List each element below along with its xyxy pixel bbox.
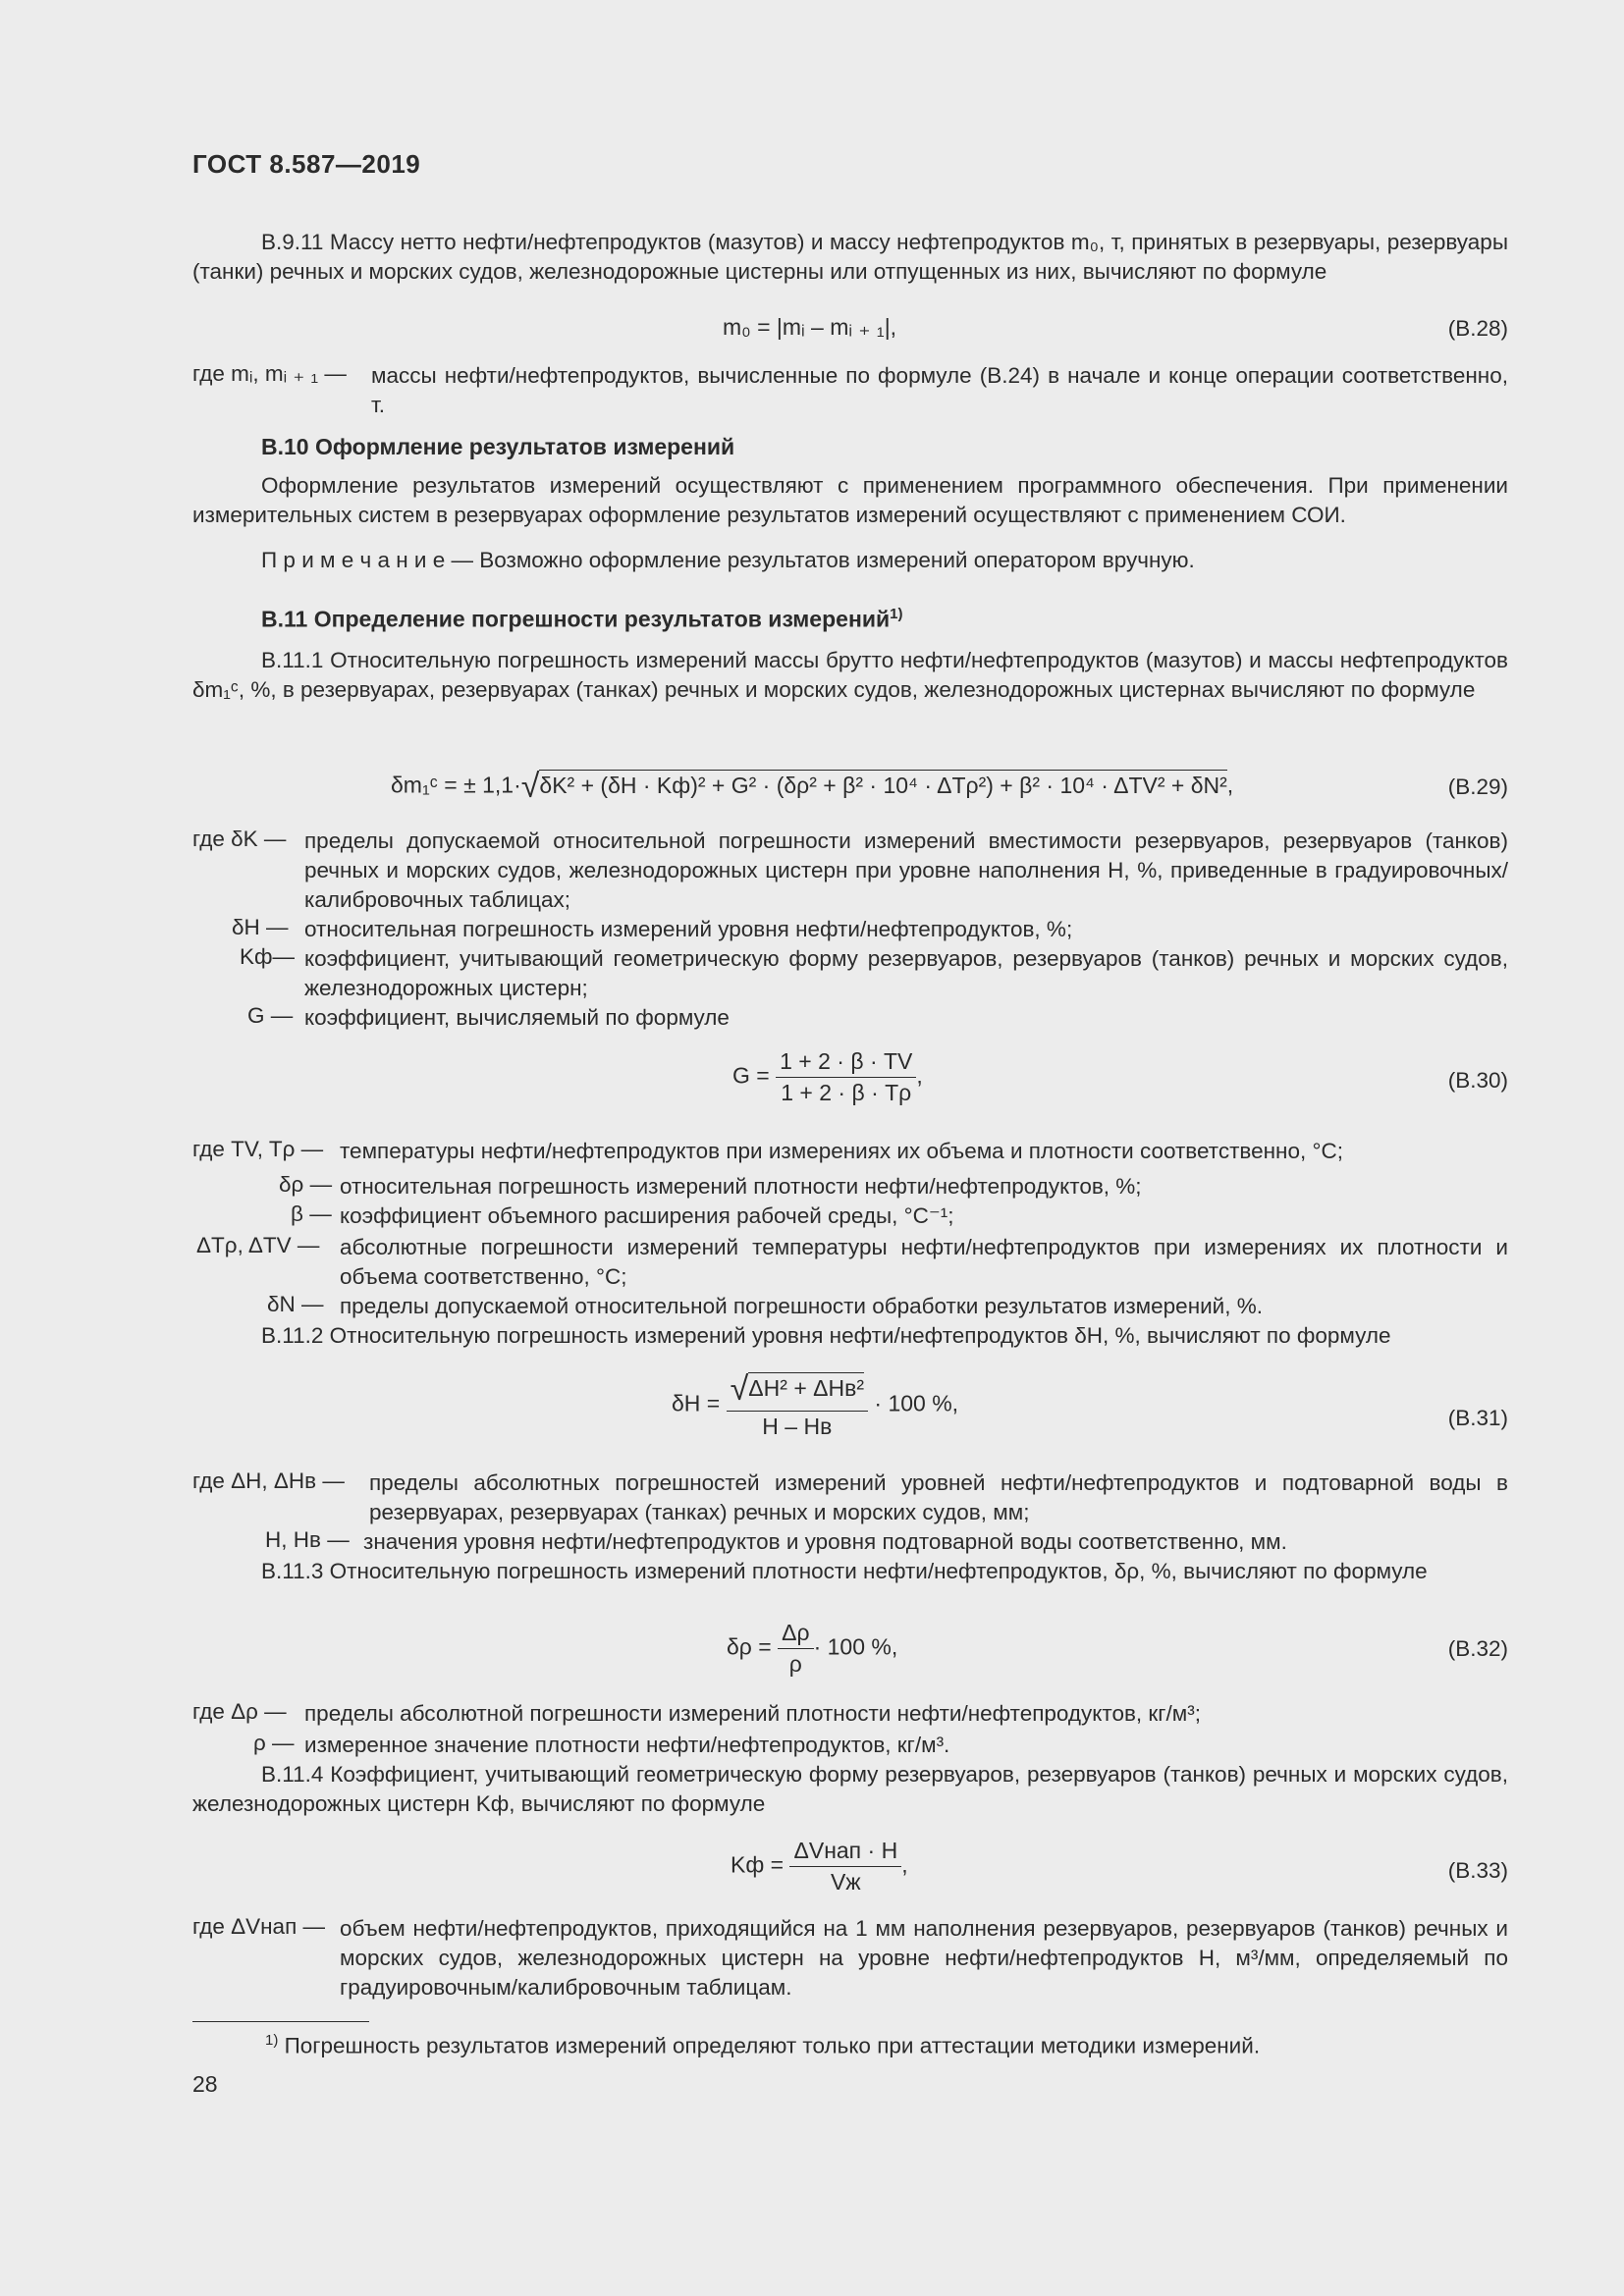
paragraph-b9-11: В.9.11 Массу нетто нефти/нефтепродуктов (мазутов) и массу нефтепродуктов m₀, т, принятых в резервуары, резервуары (танки) речных и морских судов, железнодорожные цистерны или отпущенных из них, вычисляют по формуле — [192, 230, 1508, 284]
fraction — [789, 1838, 901, 1896]
formula-tail: , — [916, 1062, 923, 1089]
equation-number-b33: (В.33) — [1447, 1858, 1508, 1883]
equation-number-b28: (В.28) — [1447, 316, 1508, 341]
footnote-separator — [192, 2021, 369, 2022]
where-description: коэффициент, вычисляемый по формуле — [304, 1005, 730, 1030]
paragraph-b11-3: В.11.3 Относительную погрешность измерений плотности нефти/нефтепродуктов, δρ, %, вычисляют по формуле — [261, 1559, 1428, 1583]
fraction — [776, 1048, 916, 1106]
formula-tail: , — [901, 1851, 908, 1878]
equation-number-b31: (В.31) — [1447, 1406, 1508, 1430]
paragraph-b11-1: В.11.1 Относительную погрешность измерений массы брутто нефти/нефтепродуктов (мазутов) и массы нефтепродуктов δm₁ᶜ, %, в резервуарах, резервуарах (танках) речных и морских судов, железнодорожных цистернах вычисляют по формуле — [192, 648, 1508, 702]
denominator: Vж — [830, 1869, 861, 1895]
where-symbol: где Δρ — — [192, 1699, 287, 1724]
section-heading-b10: В.10 Оформление результатов измерений — [261, 434, 735, 459]
equation-number-b30: (В.30) — [1447, 1068, 1508, 1093]
formula-lhs: δm₁ᶜ = ± 1,1· — [391, 772, 521, 798]
where-symbol: δρ — — [279, 1172, 333, 1197]
formula-b32 — [727, 1620, 897, 1678]
where-description: абсолютные погрешности измерений температуры нефти/нефтепродуктов при измерениях их плотности и объема соответственно, °С; — [340, 1235, 1508, 1289]
numerator — [727, 1370, 868, 1412]
equation-number-b32: (В.32) — [1447, 1636, 1508, 1661]
where-symbol: Kф— — [240, 944, 296, 969]
formula-tail: · 100 %, — [874, 1390, 959, 1416]
formula-b28: m₀ = |mᵢ – mᵢ ₊ ₁|, — [723, 314, 897, 340]
paragraph-b11-2: В.11.2 Относительную погрешность измерений уровня нефти/нефтепродуктов δH, %, вычисляют по формуле — [261, 1323, 1391, 1348]
section-heading-text: В.11 Определение погрешности результатов измерений — [261, 606, 891, 632]
where-symbol: H, Hв — — [265, 1527, 350, 1552]
numerator: ΔVнап · H — [789, 1838, 901, 1867]
formula-lhs: G = — [732, 1062, 770, 1089]
where-symbol: где mᵢ, mᵢ ₊ ₁ — — [192, 361, 347, 386]
where-description: пределы допускаемой относительной погрешности измерений вместимости резервуаров, резервуаров (танков) речных и морских судов, железнодорожных цистерн при уровне наполнения H, %, приведенные в градуировочных/калибровочных таблицах; — [304, 828, 1508, 912]
where-description: коэффициент, учитывающий геометрическую форму резервуаров, резервуаров (танков) речных и морских судов, железнодорожных цистерн; — [304, 946, 1508, 1000]
where-symbol: δH — — [232, 915, 289, 939]
formula-tail: · 100 %, — [813, 1633, 898, 1660]
denominator: 1 + 2 · β · Tρ — [781, 1080, 912, 1105]
formula-b30 — [732, 1048, 923, 1106]
paragraph-b10: Оформление результатов измерений осуществляют с применением программного обеспечения. При применении измерительных систем в резервуарах оформление результатов измерений осуществляют с применением СОИ. — [192, 473, 1508, 527]
where-description: пределы допускаемой относительной погрешности обработки результатов измерений, %. — [340, 1294, 1264, 1318]
where-symbol: где TV, Tρ — — [192, 1137, 324, 1161]
document-header: ГОСТ 8.587—2019 — [192, 149, 421, 179]
radical-sign: √ — [520, 768, 540, 805]
numerator: Δρ — [778, 1620, 813, 1649]
where-symbol: ΔTρ, ΔTV — — [196, 1233, 320, 1257]
where-description: массы нефти/нефтепродуктов, вычисленные по формуле (В.24) в начале и конце операции соответственно, т. — [371, 363, 1508, 417]
formula-lhs: Kф = — [731, 1851, 785, 1878]
equation-number-b29: (В.29) — [1447, 774, 1508, 799]
where-description: коэффициент объемного расширения рабочей среды, °С⁻¹; — [340, 1203, 954, 1228]
paragraph-b11-4: В.11.4 Коэффициент, учитывающий геометрическую форму резервуаров, резервуаров (танков) речных и морских судов, железнодорожных цистерн Kф, вычисляют по формуле — [192, 1762, 1508, 1816]
denominator: H – Hв — [762, 1414, 833, 1439]
where-description: пределы абсолютной погрешности измерений плотности нефти/нефтепродуктов, кг/м³; — [304, 1701, 1201, 1726]
section-heading-b11 — [261, 606, 902, 633]
denominator: ρ — [788, 1651, 802, 1677]
where-symbol: ρ — — [253, 1731, 295, 1755]
formula-radicand: δK² + (δH · Kф)² + G² · (δρ² + β² · 10⁴ · ΔTρ²) + β² · 10⁴ · ΔTV² + δN² — [539, 770, 1226, 798]
where-description: относительная погрешность измерений плотности нефти/нефтепродуктов, %; — [340, 1174, 1142, 1199]
formula-b33 — [731, 1838, 908, 1896]
where-description: значения уровня нефти/нефтепродуктов и уровня подтоварной воды соответственно, мм. — [363, 1529, 1287, 1554]
footnote-text: Погрешность результатов измерений определяют только при аттестации методики измерений. — [284, 2033, 1261, 2058]
where-description: измеренное значение плотности нефти/нефтепродуктов, кг/м³. — [304, 1733, 950, 1757]
formula-lhs: δρ = — [727, 1633, 772, 1660]
where-description: объем нефти/нефтепродуктов, приходящийся на 1 мм наполнения резервуаров, резервуаров (танков) речных и морских судов, железнодорожных цистерн на уровне нефти/нефтепродуктов H, м³/мм, определяемый по градуировочным/калибровочным таблицам. — [340, 1916, 1508, 2000]
footnote-reference: 1) — [890, 606, 903, 622]
where-description: относительная погрешность измерений уровня нефти/нефтепродуктов, %; — [304, 917, 1073, 941]
where-description: пределы абсолютных погрешностей измерений уровней нефти/нефтепродуктов и подтоварной воды в резервуарах, резервуарах (танках) речных и морских судов, мм; — [369, 1470, 1508, 1524]
where-symbol: где ΔH, ΔHв — — [192, 1468, 345, 1493]
where-symbol: где ΔVнап — — [192, 1914, 325, 1939]
where-description: температуры нефти/нефтепродуктов при измерениях их объема и плотности соответственно, °С; — [340, 1139, 1343, 1163]
note: П р и м е ч а н и е — Возможно оформление результатов измерений оператором вручную. — [261, 548, 1195, 572]
where-symbol: где δK — — [192, 827, 287, 851]
radical-sign: √ — [730, 1370, 749, 1408]
numerator: 1 + 2 · β · TV — [776, 1048, 916, 1078]
footnote — [265, 2032, 1260, 2059]
page-number: 28 — [192, 2071, 218, 2097]
formula-lhs: δH = — [672, 1390, 721, 1416]
formula-tail: , — [1226, 772, 1234, 798]
where-symbol: G — — [247, 1003, 294, 1028]
formula-b31 — [672, 1370, 958, 1440]
where-symbol: δN — — [267, 1292, 324, 1316]
footnote-mark: 1) — [265, 2032, 279, 2049]
where-symbol: β — — [291, 1201, 332, 1226]
fraction — [778, 1620, 813, 1678]
formula-radicand: ΔH² + ΔHв² — [748, 1372, 864, 1401]
fraction — [727, 1370, 868, 1440]
formula-b29 — [391, 768, 1233, 806]
